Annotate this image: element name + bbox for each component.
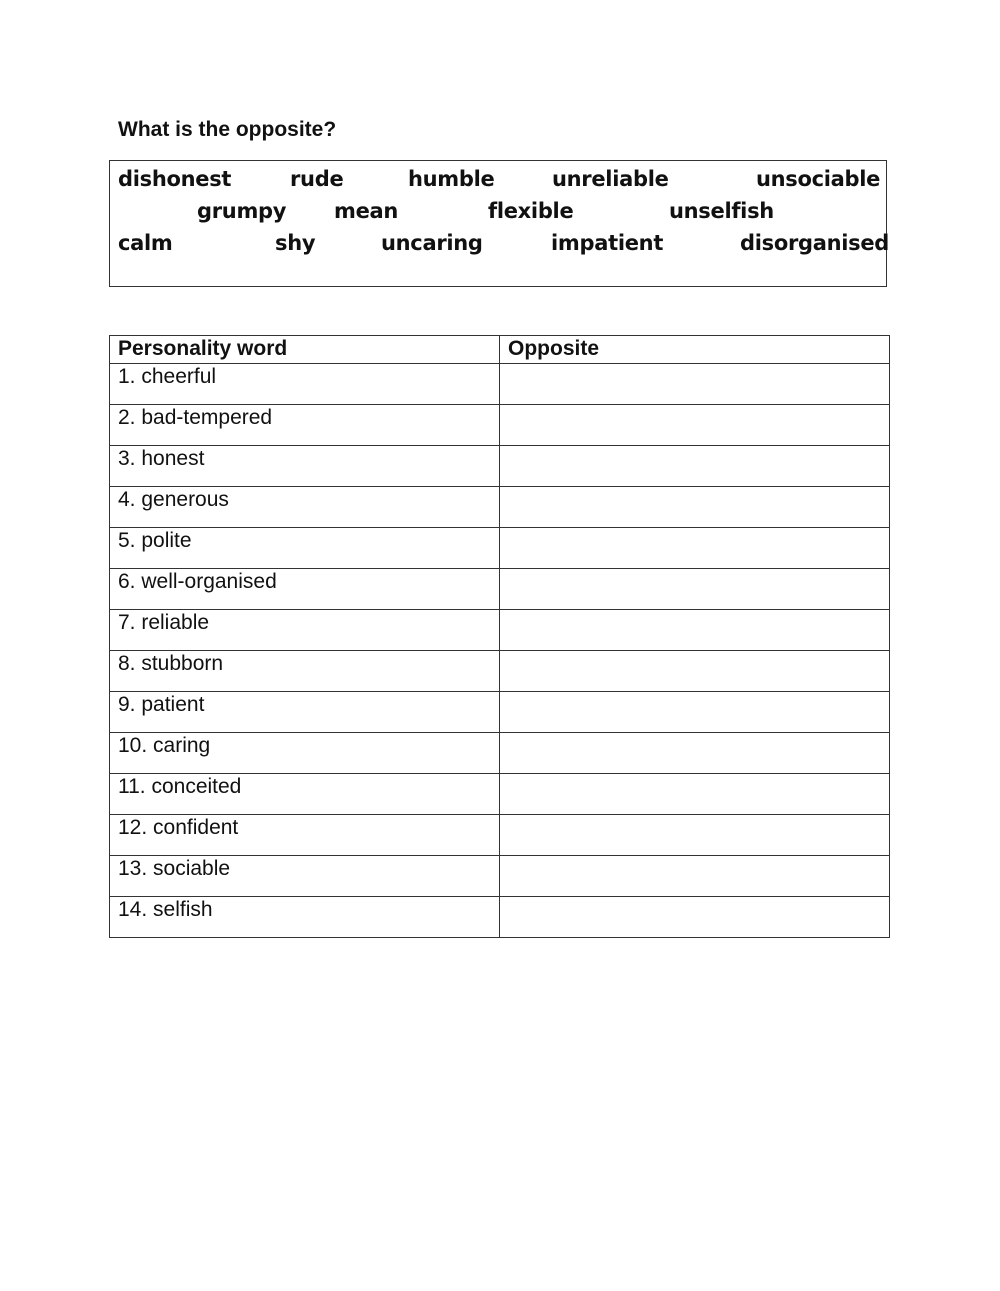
opposite-answer-cell[interactable] xyxy=(500,610,890,651)
personality-word-cell: 12. confident xyxy=(110,815,500,856)
table-row xyxy=(110,528,890,569)
personality-word-cell: 5. polite xyxy=(110,528,500,569)
word-bank-item: unreliable xyxy=(552,167,669,191)
opposite-answer-cell[interactable] xyxy=(500,487,890,528)
personality-word-cell: 8. stubborn xyxy=(110,651,500,692)
word-bank-item: unsociable xyxy=(756,167,881,191)
word-bank-item: calm xyxy=(118,231,173,255)
opposite-answer-cell[interactable] xyxy=(500,405,890,446)
table-row xyxy=(110,774,890,815)
opposite-answer-cell[interactable] xyxy=(500,774,890,815)
personality-word-cell: 2. bad-tempered xyxy=(110,405,500,446)
table-row xyxy=(110,405,890,446)
table-row xyxy=(110,692,890,733)
word-bank-item: mean xyxy=(334,199,399,223)
word-bank-item: shy xyxy=(275,231,316,255)
word-bank-item: unselfish xyxy=(669,199,774,223)
table-row xyxy=(110,733,890,774)
opposite-answer-cell[interactable] xyxy=(500,364,890,405)
word-bank-item: humble xyxy=(408,167,495,191)
table-row xyxy=(110,446,890,487)
personality-word-cell: 14. selfish xyxy=(110,897,500,938)
table-row xyxy=(110,897,890,938)
table-row xyxy=(110,856,890,897)
table-row xyxy=(110,487,890,528)
opposite-answer-cell[interactable] xyxy=(500,733,890,774)
opposite-answer-cell[interactable] xyxy=(500,815,890,856)
personality-word-cell: 7. reliable xyxy=(110,610,500,651)
word-bank-item: impatient xyxy=(551,231,664,255)
column-header-opposite: Opposite xyxy=(500,336,890,364)
personality-word-cell: 4. generous xyxy=(110,487,500,528)
personality-word-cell: 1. cheerful xyxy=(110,364,500,405)
answer-table xyxy=(109,335,890,938)
opposite-answer-cell[interactable] xyxy=(500,692,890,733)
word-bank-item: rude xyxy=(290,167,344,191)
personality-word-cell: 9. patient xyxy=(110,692,500,733)
opposite-answer-cell[interactable] xyxy=(500,651,890,692)
word-bank-item: dishonest xyxy=(118,167,232,191)
opposite-answer-cell[interactable] xyxy=(500,856,890,897)
word-bank-item: disorganised xyxy=(740,231,890,255)
column-header-personality-word: Personality word xyxy=(110,336,500,364)
page-title: What is the opposite? xyxy=(118,118,337,141)
table-header-row xyxy=(110,336,890,364)
table-row xyxy=(110,815,890,856)
personality-word-cell: 3. honest xyxy=(110,446,500,487)
table-row xyxy=(110,364,890,405)
personality-word-cell: 10. caring xyxy=(110,733,500,774)
opposite-answer-cell[interactable] xyxy=(500,569,890,610)
personality-word-cell: 13. sociable xyxy=(110,856,500,897)
opposite-answer-cell[interactable] xyxy=(500,446,890,487)
word-bank xyxy=(109,160,890,287)
opposite-answer-cell[interactable] xyxy=(500,528,890,569)
word-bank-item: grumpy xyxy=(197,199,287,223)
opposite-answer-cell[interactable] xyxy=(500,897,890,938)
personality-word-cell: 6. well-organised xyxy=(110,569,500,610)
table-row xyxy=(110,610,890,651)
table-row xyxy=(110,569,890,610)
word-bank-item: uncaring xyxy=(381,231,483,255)
word-bank-item: flexible xyxy=(488,199,574,223)
table-row xyxy=(110,651,890,692)
personality-word-cell: 11. conceited xyxy=(110,774,500,815)
